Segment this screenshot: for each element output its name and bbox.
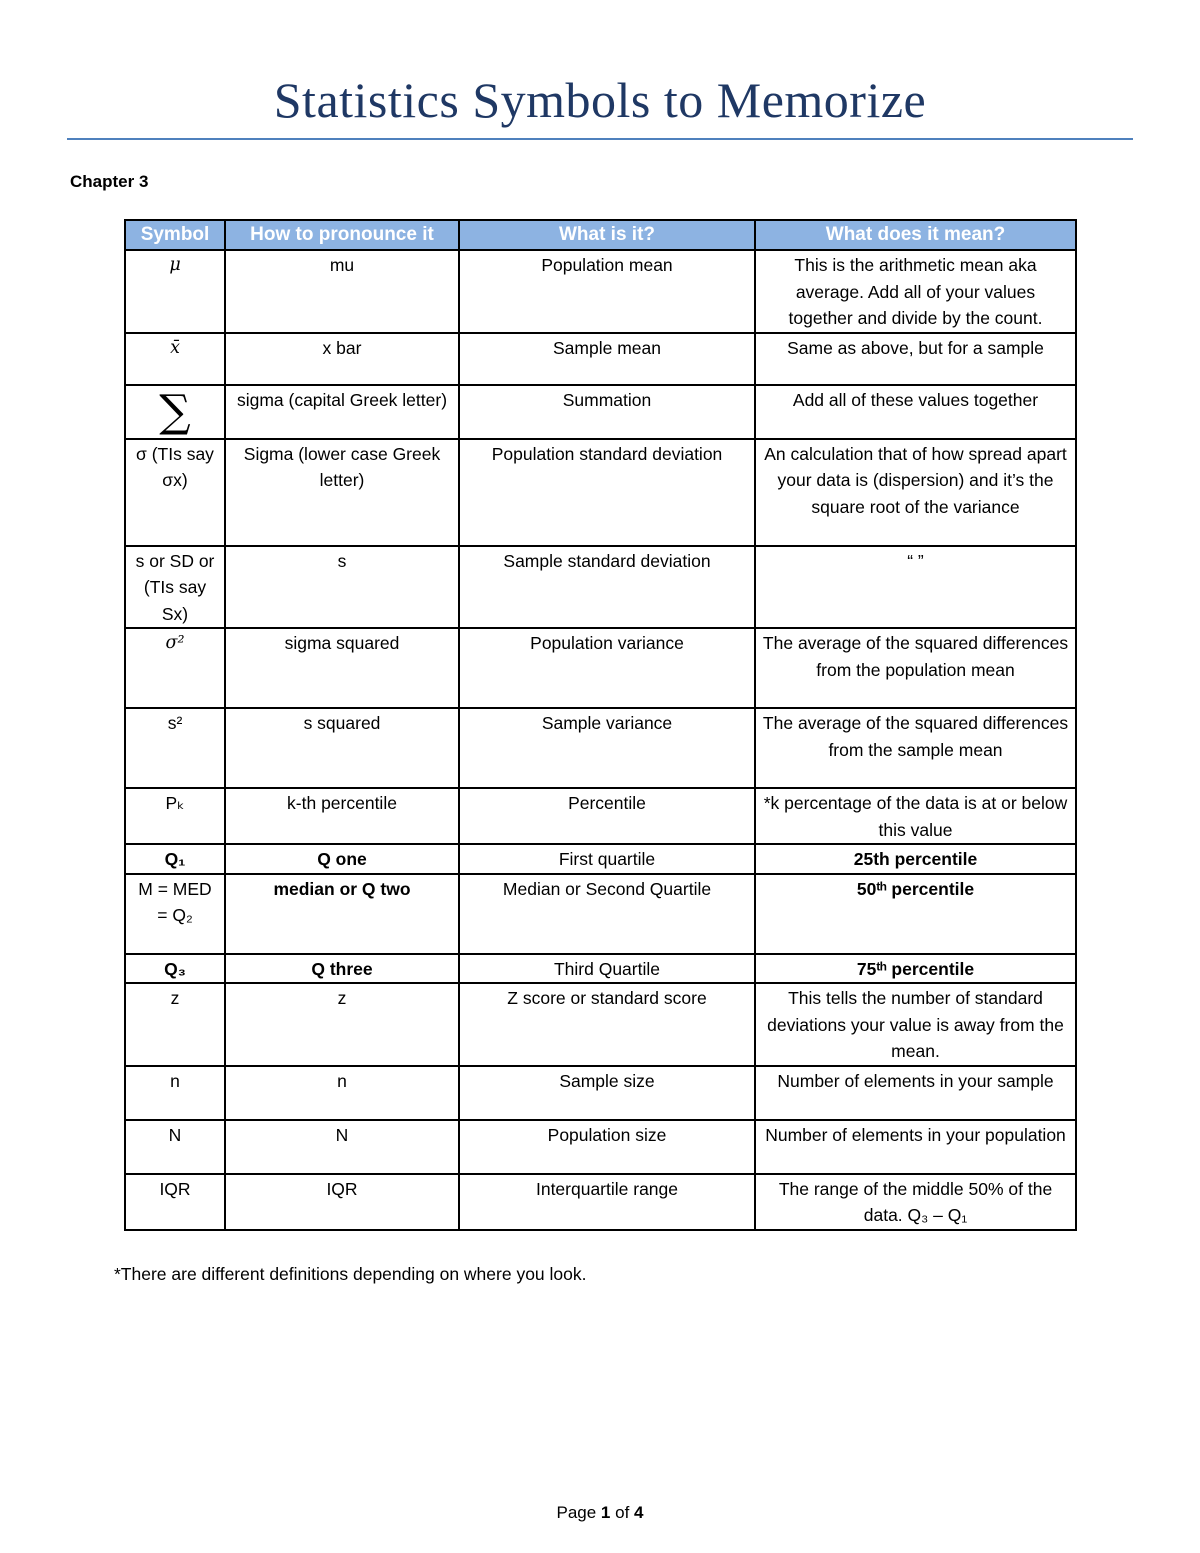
header-meaning: What does it mean?	[755, 220, 1076, 250]
pronounce-cell: s	[225, 546, 459, 629]
what-cell: Sample mean	[459, 333, 755, 385]
table-row	[125, 708, 1076, 788]
what-cell: Percentile	[459, 788, 755, 844]
what-cell: Sample variance	[459, 708, 755, 788]
symbol-cell: z	[125, 983, 225, 1066]
meaning-cell: The average of the squared differences from the population mean	[755, 628, 1076, 708]
what-cell: Third Quartile	[459, 954, 755, 984]
pronounce-cell: x bar	[225, 333, 459, 385]
pronounce-cell: n	[225, 1066, 459, 1120]
symbols-table	[124, 219, 1077, 1231]
pronounce-cell: median or Q two	[225, 874, 459, 954]
meaning-cell: The range of the middle 50% of the data. Q₃ – Q₁	[755, 1174, 1076, 1230]
table-row	[125, 385, 1076, 439]
meaning-cell: This is the arithmetic mean aka average. Add all of your values together and divide by the count.	[755, 250, 1076, 333]
page-title: Statistics Symbols to Memorize	[273, 72, 927, 128]
meaning-cell: An calculation that of how spread apart your data is (dispersion) and it’s the square root of the variance	[755, 439, 1076, 546]
chapter-heading: Chapter 3	[70, 172, 149, 191]
table-row	[125, 1120, 1076, 1174]
meaning-cell: *k percentage of the data is at or below this value	[755, 788, 1076, 844]
pronounce-cell: z	[225, 983, 459, 1066]
table-row	[125, 250, 1076, 333]
what-cell: Population size	[459, 1120, 755, 1174]
pronounce-cell: s squared	[225, 708, 459, 788]
table-header-row	[125, 220, 1076, 250]
what-cell: Median or Second Quartile	[459, 874, 755, 954]
pronounce-cell: IQR	[225, 1174, 459, 1230]
table-row	[125, 954, 1076, 984]
pronounce-cell: mu	[225, 250, 459, 333]
what-cell: Population standard deviation	[459, 439, 755, 546]
summation-symbol-cell: ∑	[125, 385, 225, 439]
page-of: of	[615, 1503, 630, 1522]
meaning-cell: 75ᵗʰ percentile	[755, 954, 1076, 984]
table-row	[125, 1066, 1076, 1120]
meaning-cell: This tells the number of standard deviations your value is away from the mean.	[755, 983, 1076, 1066]
meaning-cell: Add all of these values together	[755, 385, 1076, 439]
what-cell: Z score or standard score	[459, 983, 755, 1066]
pronounce-cell: sigma squared	[225, 628, 459, 708]
footnote: *There are different definitions depending on where you look.	[114, 1264, 587, 1284]
table-row	[125, 628, 1076, 708]
table-row	[125, 333, 1076, 385]
symbol-cell: s²	[125, 708, 225, 788]
page-label: Page	[556, 1503, 597, 1522]
what-cell: Interquartile range	[459, 1174, 755, 1230]
table-row	[125, 983, 1076, 1066]
pronounce-cell: Q one	[225, 844, 459, 874]
symbol-cell: M = MED = Q₂	[125, 874, 225, 954]
symbol-cell: Q₃	[125, 954, 225, 984]
symbol-cell: N	[125, 1120, 225, 1174]
page-current: 1	[600, 1503, 611, 1522]
what-cell: First quartile	[459, 844, 755, 874]
pronounce-cell: Sigma (lower case Greek letter)	[225, 439, 459, 546]
symbol-cell: μ	[125, 250, 225, 333]
symbol-cell: Q₁	[125, 844, 225, 874]
symbol-cell: σ²	[125, 628, 225, 708]
table-row	[125, 1174, 1076, 1230]
symbol-cell: n	[125, 1066, 225, 1120]
header-pronounce: How to pronounce it	[225, 220, 459, 250]
meaning-cell: 50ᵗʰ percentile	[755, 874, 1076, 954]
pronounce-cell: N	[225, 1120, 459, 1174]
symbol-cell: σ (TIs say σx)	[125, 439, 225, 546]
meaning-cell: The average of the squared differences from the sample mean	[755, 708, 1076, 788]
pronounce-cell: sigma (capital Greek letter)	[225, 385, 459, 439]
pronounce-cell: k-th percentile	[225, 788, 459, 844]
meaning-cell: Same as above, but for a sample	[755, 333, 1076, 385]
page-total: 4	[634, 1503, 644, 1522]
meaning-cell: “ ”	[755, 546, 1076, 629]
what-cell: Sample standard deviation	[459, 546, 755, 629]
symbol-cell: s or SD or (TIs say Sx)	[125, 546, 225, 629]
meaning-cell: Number of elements in your sample	[755, 1066, 1076, 1120]
table-row	[125, 546, 1076, 629]
table-row	[125, 788, 1076, 844]
symbol-cell: Pₖ	[125, 788, 225, 844]
title-rule	[67, 138, 1133, 140]
table-row	[125, 874, 1076, 954]
symbol-cell: x̄	[125, 333, 225, 385]
table-row	[125, 439, 1076, 546]
what-cell: Population variance	[459, 628, 755, 708]
meaning-cell: 25th percentile	[755, 844, 1076, 874]
what-cell: Sample size	[459, 1066, 755, 1120]
meaning-cell: Number of elements in your population	[755, 1120, 1076, 1174]
symbol-cell: IQR	[125, 1174, 225, 1230]
header-what: What is it?	[459, 220, 755, 250]
header-symbol: Symbol	[125, 220, 225, 250]
what-cell: Summation	[459, 385, 755, 439]
table-row	[125, 844, 1076, 874]
page-number	[0, 1503, 1200, 1523]
what-cell: Population mean	[459, 250, 755, 333]
pronounce-cell: Q three	[225, 954, 459, 984]
